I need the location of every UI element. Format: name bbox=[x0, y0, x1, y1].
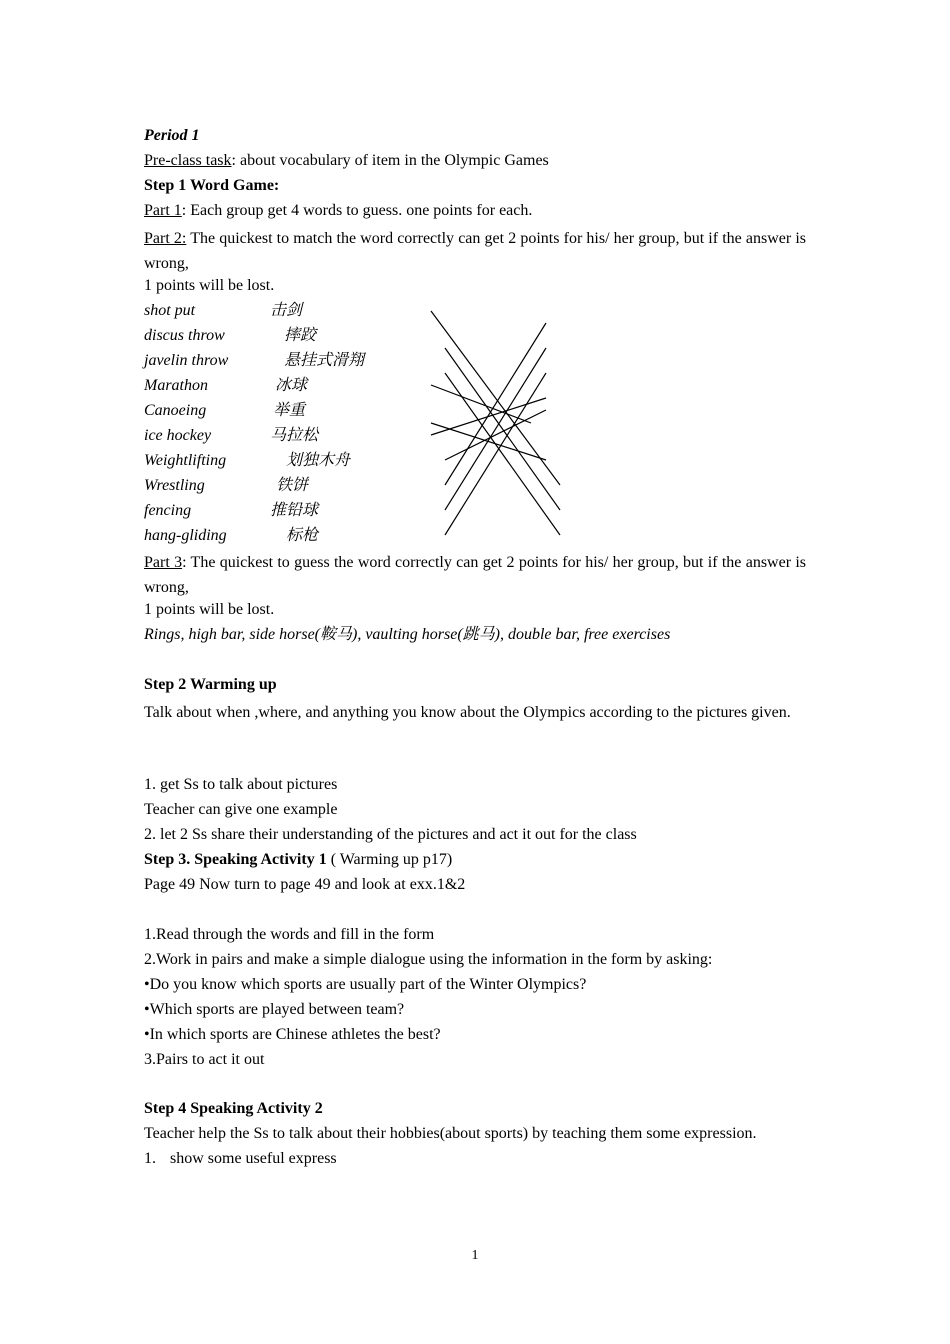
page-number: 1 bbox=[471, 1248, 479, 1263]
teacher-note: Teacher can give one example bbox=[144, 801, 338, 818]
step2-desc: Talk about when ,where, and anything you know about the Olympics according to the pictures given. bbox=[144, 704, 791, 721]
step4-item1-num: 1. bbox=[144, 1150, 156, 1167]
part2-text: The quickest to match the word correctly can get 2 points for his/ her group, but if the answer is wrong, bbox=[144, 230, 807, 272]
vocab-en: Weightlifting bbox=[144, 452, 227, 469]
vocab-zh: 击剑 bbox=[270, 302, 303, 319]
vocab-zh: 马拉松 bbox=[270, 427, 319, 444]
step3-item2: 2.Work in pairs and make a simple dialogue using the information in the form by asking: bbox=[144, 951, 713, 968]
vocab-zh: 划独木舟 bbox=[286, 452, 351, 469]
vocab-zh: 推铅球 bbox=[270, 502, 319, 519]
match-line bbox=[431, 423, 546, 460]
step4-item1 bbox=[144, 1149, 337, 1169]
step3-page-note: Page 49 Now turn to page 49 and look at exx.1&2 bbox=[144, 876, 466, 893]
vocab-zh: 摔跤 bbox=[284, 327, 317, 344]
vocab-en: Marathon bbox=[144, 377, 208, 394]
part1-text: : Each group get 4 words to guess. one points for each. bbox=[181, 202, 533, 219]
match-line bbox=[431, 398, 546, 435]
vocab-en: discus throw bbox=[144, 327, 225, 344]
preclass-label: Pre-class task bbox=[144, 152, 232, 169]
step3-item3: 3.Pairs to act it out bbox=[144, 1051, 265, 1068]
vocab-zh: 标枪 bbox=[286, 527, 319, 544]
vocab-zh: 冰球 bbox=[275, 377, 308, 394]
step2-item1: 1. get Ss to talk about pictures bbox=[144, 776, 338, 793]
vocab-en: Canoeing bbox=[144, 402, 207, 419]
vocab-zh: 铁饼 bbox=[276, 477, 309, 494]
part3-lost: 1 points will be lost. bbox=[144, 601, 275, 618]
vocab-en: Wrestling bbox=[144, 477, 205, 494]
step3-title-suffix: ( Warming up p17) bbox=[326, 851, 453, 868]
match-line bbox=[445, 348, 560, 510]
part3-words: Rings, high bar, side horse(鞍马), vaulting horse(跳马), double bar, free exercises bbox=[144, 626, 671, 643]
vocab-zh: 举重 bbox=[273, 402, 306, 419]
preclass-text: : about vocabulary of item in the Olympic Games bbox=[231, 152, 549, 169]
vocab-en: javelin throw bbox=[144, 352, 229, 369]
step1-title: Step 1 Word Game: bbox=[144, 177, 280, 194]
step3-title: Step 3. Speaking Activity 1 bbox=[144, 851, 327, 868]
match-line bbox=[445, 410, 546, 460]
vocab-en: shot put bbox=[144, 302, 196, 319]
step2-title: Step 2 Warming up bbox=[144, 676, 277, 693]
step4-title: Step 4 Speaking Activity 2 bbox=[144, 1100, 323, 1117]
vocab-en: ice hockey bbox=[144, 427, 212, 444]
step2-item2: 2. let 2 Ss share their understanding of the pictures and act it out for the class bbox=[144, 826, 637, 843]
step3-heading bbox=[144, 850, 452, 870]
part2-label: Part 2: bbox=[144, 230, 187, 247]
part3-paragraph bbox=[144, 550, 806, 600]
period-title: Period 1 bbox=[144, 127, 200, 144]
part3-text: : The quickest to guess the word correctly can get 2 points for his/ her group, but if the answer is wrong, bbox=[144, 554, 807, 596]
step4-desc: Teacher help the Ss to talk about their hobbies(about sports) by teaching them some expression. bbox=[144, 1125, 757, 1142]
vocab-en: fencing bbox=[144, 502, 192, 519]
step3-question: •Which sports are played between team? bbox=[144, 1001, 405, 1018]
match-line bbox=[431, 385, 531, 423]
vocab-en: hang-gliding bbox=[144, 527, 227, 544]
part3-label: Part 3 bbox=[144, 554, 183, 571]
match-line bbox=[445, 348, 546, 510]
step3-question: •Do you know which sports are usually part of the Winter Olympics? bbox=[144, 976, 587, 993]
part2-lost: 1 points will be lost. bbox=[144, 277, 275, 294]
vocab-zh: 悬挂式滑翔 bbox=[284, 352, 365, 369]
step3-item1: 1.Read through the words and fill in the form bbox=[144, 926, 435, 943]
part1-label: Part 1 bbox=[144, 202, 182, 219]
step4-item1-text: show some useful express bbox=[170, 1150, 337, 1167]
match-line bbox=[445, 323, 546, 485]
step3-question: •In which sports are Chinese athletes the best? bbox=[144, 1026, 441, 1043]
